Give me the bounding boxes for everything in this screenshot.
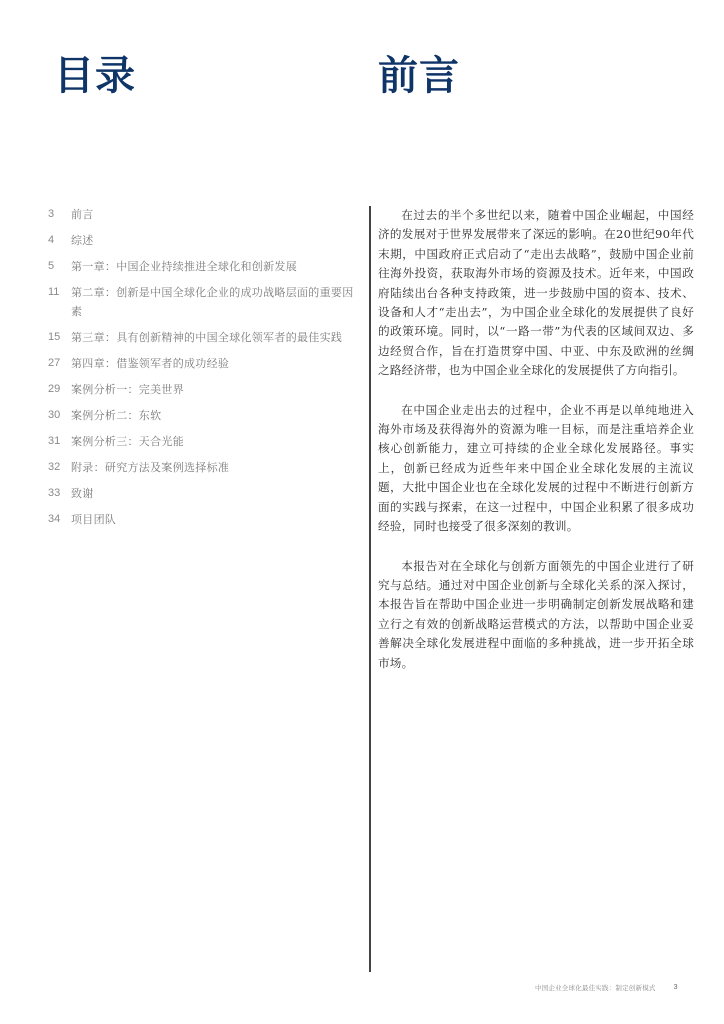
toc-item-project-team[interactable]: [48, 510, 358, 529]
toc-item-label: 第四章：借鉴领军者的成功经验: [71, 357, 230, 370]
toc-item-case-1[interactable]: [48, 380, 358, 399]
toc-item-case-2[interactable]: [48, 406, 358, 425]
page-number: 3: [673, 984, 678, 991]
toc-item-preface[interactable]: [48, 205, 358, 224]
toc-item-label: 附录：研究方法及案例选择标准: [71, 461, 230, 474]
toc-item-label: 综述: [71, 234, 94, 247]
toc-item-label: 第一章：中国企业持续推进全球化和创新发展: [71, 260, 297, 273]
toc-page-number: 4: [48, 234, 55, 246]
column-divider: [369, 206, 371, 972]
toc-item-chapter-2[interactable]: [48, 283, 358, 321]
preface-heading: 前言: [378, 52, 460, 99]
preface-body: [378, 206, 694, 693]
toc-item-label: 第二章：创新是中国全球化企业的成功战略层面的重要因素: [71, 286, 354, 318]
toc-item-case-3[interactable]: [48, 432, 358, 451]
toc-page-number: 33: [48, 487, 61, 499]
preface-paragraph-2: 在中国企业走出去的过程中，企业不再是以单纯地进入海外市场及获得海外的资源为唯一目标，而是注重培养企业核心创新能力，建立可持续的企业全球化发展路径。事实上，创新已经成为近些年来中国企业全球化发展的主流议题，大批中国企业也在全球化发展的过程中不断进行创新方面的实践与探索，在这一过程中，中国企业积累了很多成功经验，同时也接受了很多深刻的教训。: [378, 402, 694, 534]
toc-page-number: 31: [48, 435, 61, 447]
preface-paragraph-3: 本报告对在全球化与创新方面领先的中国企业进行了研究与总结。通过对中国企业创新与全球化关系的深入探讨，本报告旨在帮助中国企业进一步明确制定创新发展战略和建立行之有效的创新战略运营模式的方法，以帮助中国企业妥善解决全球化发展进程中面临的多种挑战，进一步开拓全球市场。: [378, 558, 694, 670]
toc-item-label: 案例分析二：东软: [71, 409, 162, 422]
toc-item-overview[interactable]: [48, 231, 358, 250]
toc-item-label: 案例分析一：完美世界: [71, 383, 184, 396]
toc-page-number: 11: [48, 286, 60, 298]
toc-page-number: 29: [48, 383, 61, 395]
toc-heading: 目录: [54, 52, 136, 99]
toc-item-chapter-3[interactable]: [48, 328, 358, 347]
toc-item-label: 项目团队: [71, 513, 117, 526]
table-of-contents: [48, 205, 358, 536]
toc-page-number: 32: [48, 461, 61, 473]
toc-page-number: 5: [48, 260, 55, 272]
toc-item-label: 致谢: [71, 487, 94, 500]
toc-item-appendix[interactable]: [48, 458, 358, 477]
toc-item-chapter-1[interactable]: [48, 257, 358, 276]
toc-page-number: 3: [48, 208, 55, 220]
toc-item-acknowledgements[interactable]: [48, 484, 358, 503]
toc-page-number: 15: [48, 331, 61, 343]
footer-title: 中国企业全球化最佳实践：制定创新模式: [535, 984, 656, 992]
toc-page-number: 30: [48, 409, 61, 421]
page-footer: [535, 983, 678, 992]
toc-item-label: 案例分析三：天合光能: [71, 435, 184, 448]
toc-page-number: 34: [48, 513, 61, 525]
toc-page-number: 27: [48, 357, 61, 369]
toc-item-chapter-4[interactable]: [48, 354, 358, 373]
toc-item-label: 第三章：具有创新精神的中国全球化领军者的最佳实践: [71, 331, 343, 344]
preface-paragraph-1: 在过去的半个多世纪以来，随着中国企业崛起，中国经济的发展对于世界发展带来了深远的影响。在20世纪90年代末期，中国政府正式启动了“走出去战略”，鼓励中国企业前往海外投资，获取海外市场的资源及技术。近年来，中国政府陆续出台各种支持政策，进一步鼓励中国的资本、技术、设备和人才“走出去”，为中国企业全球化的发展提供了良好的政策环境。同时，以“一路一带”为代表的区域间双边、多边经贸合作，旨在打造贯穿中国、中亚、中东及欧洲的丝绸之路经济带，也为中国企业全球化的发展提供了方向指引。: [378, 208, 694, 378]
toc-item-label: 前言: [71, 208, 94, 221]
